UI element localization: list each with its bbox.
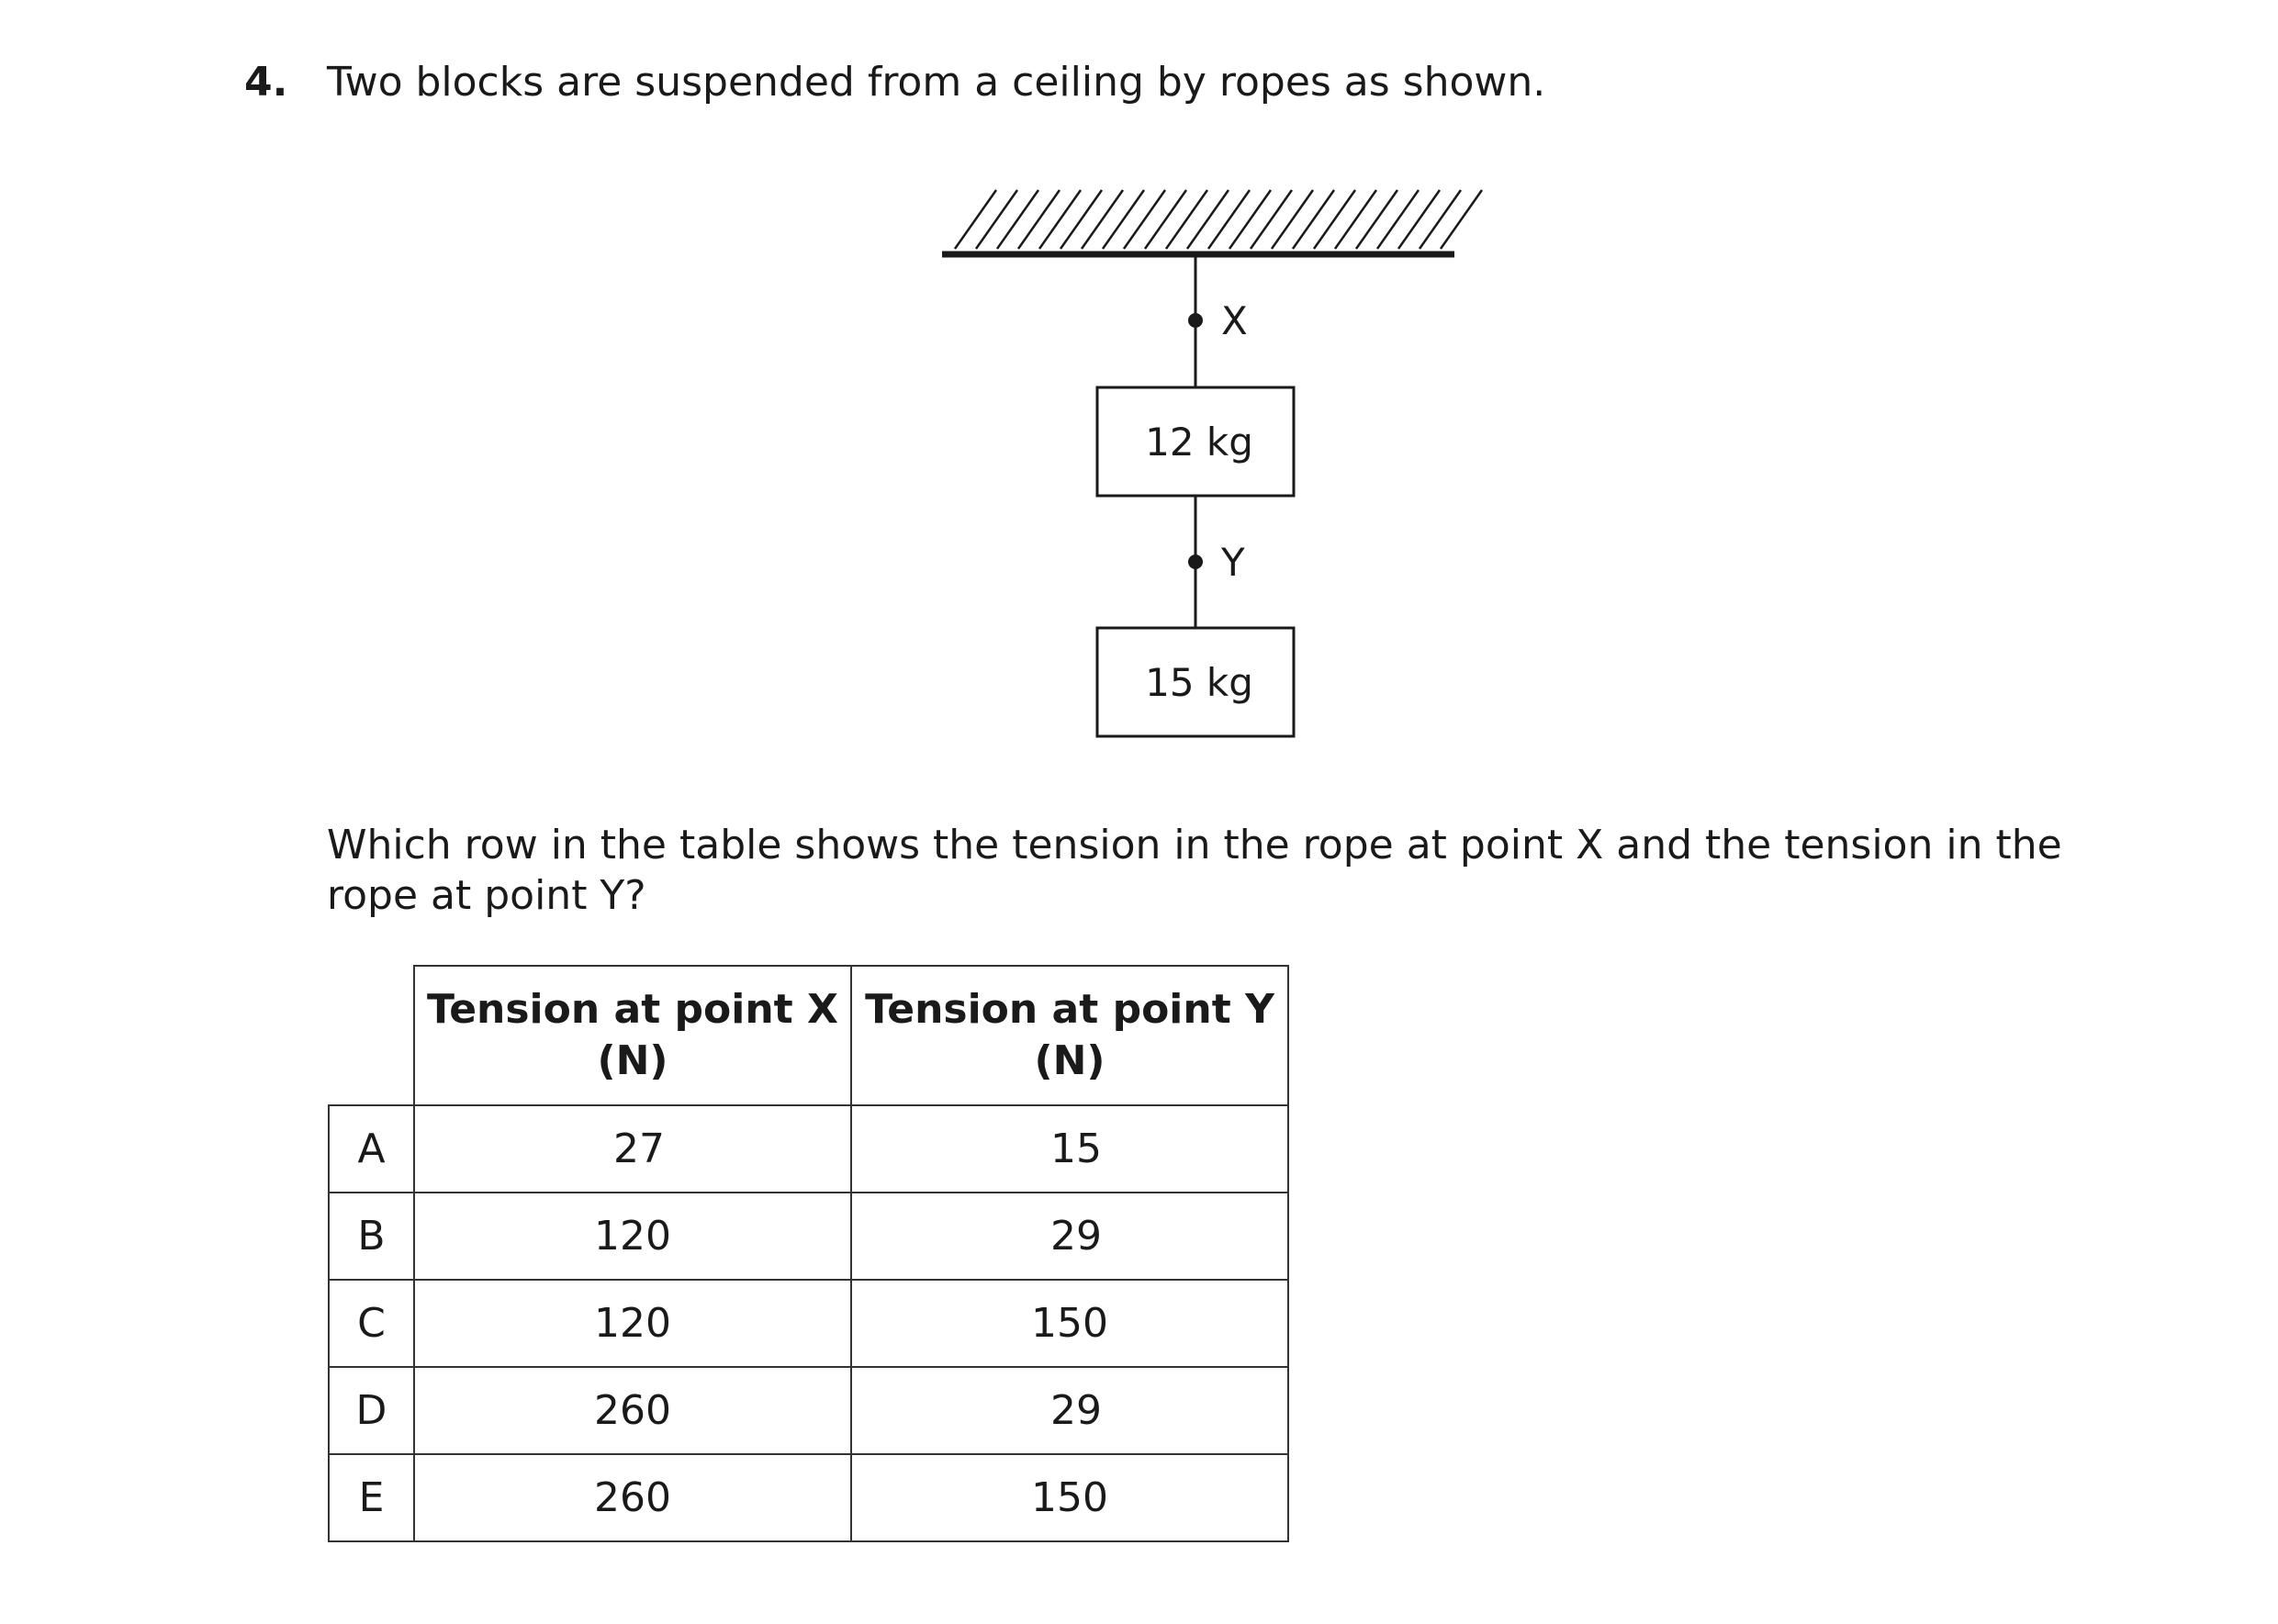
hatch-stroke: [976, 190, 1017, 249]
table-row: [329, 1105, 1288, 1193]
hatch-stroke: [1314, 190, 1355, 249]
hatch-stroke: [1018, 190, 1060, 249]
hatch-stroke: [1251, 190, 1292, 249]
hatch-stroke: [1103, 190, 1144, 249]
tension-x-value: 120: [414, 1193, 851, 1280]
tension-y-value: 29: [851, 1193, 1288, 1280]
upper-block-mass: 12 kg: [1145, 420, 1253, 465]
option-letter: E: [329, 1454, 414, 1541]
hatch-stroke: [1293, 190, 1334, 249]
answer-table: [328, 965, 1289, 1542]
option-letter: A: [329, 1105, 414, 1193]
hatch-stroke: [1441, 190, 1482, 249]
hatch-stroke: [1039, 190, 1081, 249]
header-tension-y: [851, 966, 1288, 1105]
tension-x-value: 120: [414, 1280, 851, 1367]
header-tension-y-title: Tension at point Y: [865, 986, 1274, 1033]
hatch-stroke: [1208, 190, 1250, 249]
hatch-stroke: [955, 190, 996, 249]
option-letter: B: [329, 1193, 414, 1280]
question-prompt: Which row in the table shows the tension in the rope at point X and the tension in the rope at point Y?: [327, 822, 2062, 919]
hatch-stroke: [1356, 190, 1397, 249]
hatch-stroke: [1124, 190, 1165, 249]
tension-y-value: 150: [851, 1454, 1288, 1541]
hatch-stroke: [1229, 190, 1271, 249]
hatch-stroke: [1187, 190, 1229, 249]
table-row: [329, 1193, 1288, 1280]
question-stem: Two blocks are suspended from a ceiling by ropes as shown.: [327, 59, 1546, 106]
ceiling-hatch: [955, 190, 1482, 249]
header-tension-x-title: Tension at point X: [427, 986, 838, 1033]
hatch-stroke: [1060, 190, 1102, 249]
hatch-stroke: [1420, 190, 1461, 249]
header-tension-x: [414, 966, 851, 1105]
question-number: 4.: [244, 59, 288, 106]
tension-y-value: 15: [851, 1105, 1288, 1193]
point-x-dot: [1188, 313, 1203, 328]
table-header-row: [329, 966, 1288, 1105]
tension-y-value: 29: [851, 1367, 1288, 1454]
hatch-stroke: [1145, 190, 1186, 249]
hatch-stroke: [1082, 190, 1123, 249]
point-x-label: X: [1221, 298, 1248, 343]
hatch-stroke: [1377, 190, 1419, 249]
option-letter: C: [329, 1280, 414, 1367]
header-tension-x-unit: (N): [597, 1037, 668, 1084]
tension-x-value: 260: [414, 1367, 851, 1454]
point-y-dot: [1188, 554, 1203, 569]
hatch-stroke: [1166, 190, 1207, 249]
hatch-stroke: [1272, 190, 1313, 249]
point-y-label: Y: [1221, 540, 1245, 585]
hatch-stroke: [1398, 190, 1440, 249]
table-row: [329, 1280, 1288, 1367]
tension-y-value: 150: [851, 1280, 1288, 1367]
header-blank-cell: [329, 966, 414, 1105]
lower-block-mass: 15 kg: [1145, 660, 1253, 705]
hatch-stroke: [1335, 190, 1376, 249]
option-letter: D: [329, 1367, 414, 1454]
tension-x-value: 260: [414, 1454, 851, 1541]
tension-x-value: 27: [414, 1105, 851, 1193]
hatch-stroke: [997, 190, 1038, 249]
table-row: [329, 1454, 1288, 1541]
header-tension-y-unit: (N): [1034, 1037, 1105, 1084]
table-row: [329, 1367, 1288, 1454]
